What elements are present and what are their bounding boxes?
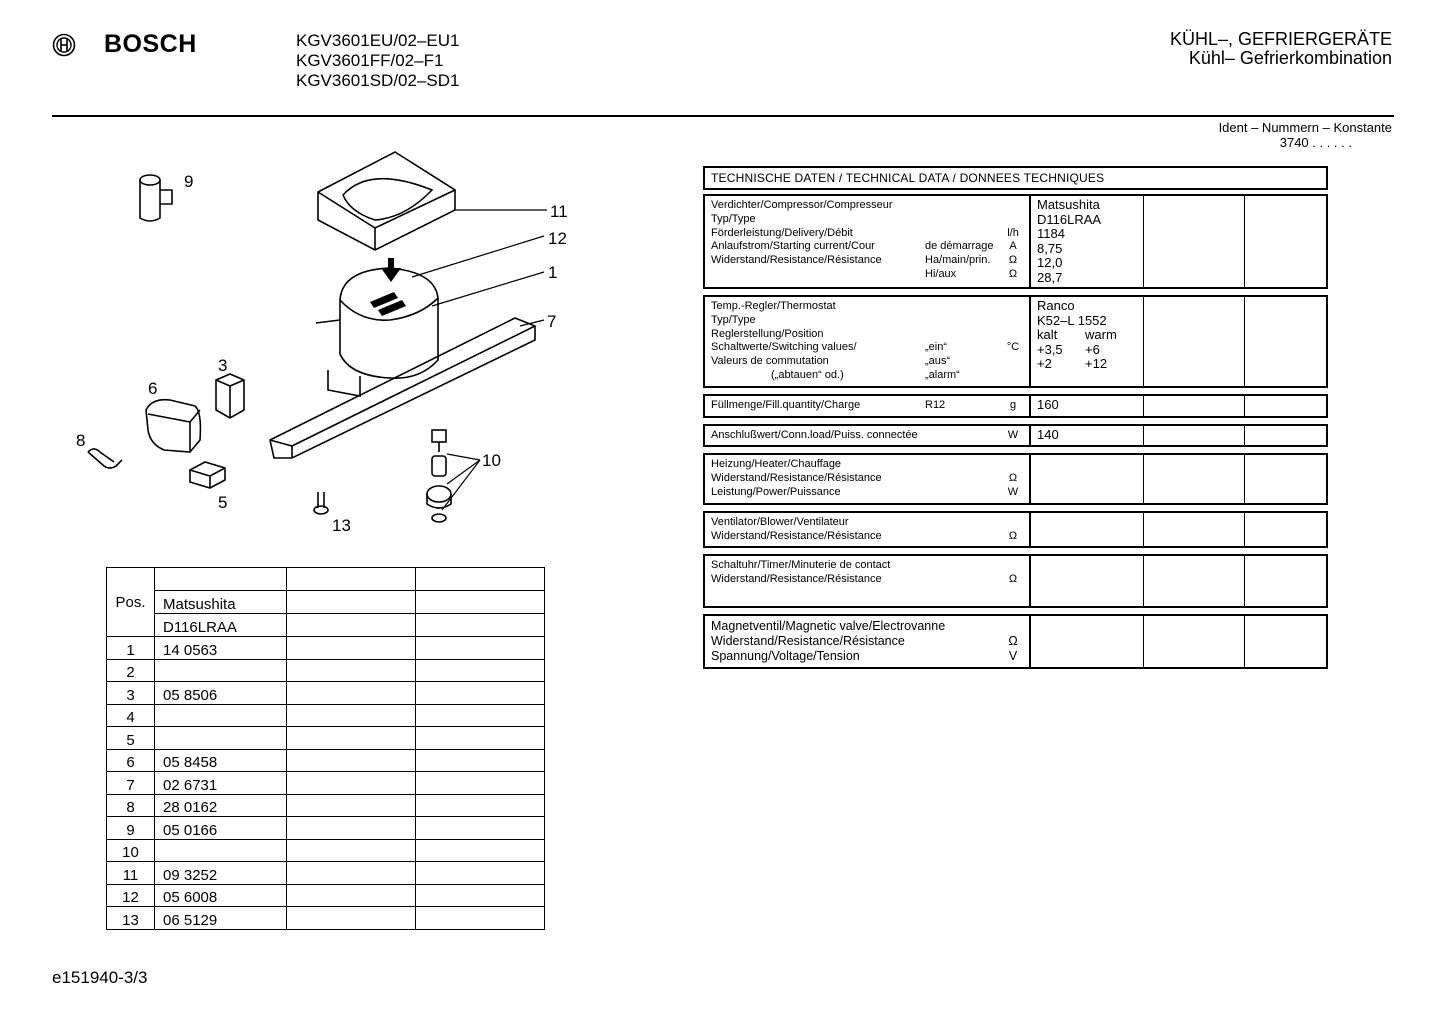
row-label: Schaltwerte/Switching values/	[711, 341, 857, 354]
empty-column	[1144, 297, 1245, 386]
empty-cell	[416, 794, 545, 817]
pos-header: Pos.	[107, 568, 155, 637]
header-cell: Matsushita	[155, 591, 287, 614]
row-unit: g	[1009, 398, 1017, 411]
row-mode: Hi/aux	[925, 267, 957, 280]
row-label: Anlaufstrom/Starting current/Cour	[711, 240, 875, 253]
empty-column	[1031, 556, 1144, 606]
compressor-values	[1031, 196, 1144, 287]
pos-cell: 5	[107, 727, 155, 750]
mounting-rail-part	[270, 318, 535, 458]
row-label: Anschlußwert/Conn.load/Puiss. connectée	[711, 428, 918, 441]
empty-cell	[287, 862, 416, 885]
ident-block	[1219, 120, 1392, 150]
empty-cell	[287, 794, 416, 817]
row-mode	[925, 227, 1003, 241]
exploded-parts-diagram	[60, 140, 580, 550]
empty-column	[1031, 455, 1144, 502]
empty-column	[1245, 426, 1326, 446]
empty-column	[1245, 556, 1326, 606]
row-unit: W	[1007, 428, 1019, 441]
table-row	[107, 682, 545, 705]
row-unit: l/h	[1007, 226, 1019, 239]
valve-labels	[705, 616, 1031, 667]
callout-1: 1	[548, 263, 558, 282]
row-label: („abtauen“ od.)	[771, 368, 844, 381]
table-row	[107, 862, 545, 885]
timer-labels	[705, 556, 1031, 606]
clip-part	[88, 449, 122, 468]
row-mode: „alarm“	[925, 368, 960, 381]
ident-label: Ident – Nummern – Konstante	[1218, 120, 1392, 135]
part-number-cell: 05 0166	[155, 817, 287, 840]
empty-cell	[287, 772, 416, 795]
part-number-cell: 02 6731	[155, 772, 287, 795]
model-number: KGV3601EU/02–EU1	[296, 31, 460, 50]
header-cell	[287, 614, 416, 637]
value: +12	[1085, 356, 1108, 371]
magnetic-valve-block	[703, 614, 1328, 669]
row-label: Typ/Type	[711, 212, 756, 225]
table-header-row	[107, 591, 545, 614]
row-mode	[925, 328, 1003, 342]
row-label: Förderleistung/Delivery/Débit	[711, 226, 853, 239]
value: K52–L 1552	[1037, 312, 1107, 328]
row-unit	[1003, 458, 1023, 472]
empty-column	[1245, 396, 1326, 416]
header-cell	[416, 614, 545, 637]
row-label: Widerstand/Resistance/Résistance	[711, 634, 905, 649]
empty-cell	[287, 907, 416, 930]
empty-cell	[287, 637, 416, 660]
callout-10: 9	[184, 172, 194, 191]
row-unit	[1003, 314, 1023, 328]
table-row	[107, 704, 545, 727]
pos-cell: 1	[107, 637, 155, 660]
empty-cell	[416, 659, 545, 682]
callout-11: 11	[550, 202, 568, 221]
table-row	[107, 884, 545, 907]
value: kalt	[1037, 327, 1058, 342]
technical-data-panel	[703, 166, 1328, 675]
empty-column	[1144, 513, 1245, 547]
load-labels	[705, 426, 1031, 446]
empty-column	[1144, 396, 1245, 416]
compressor-block	[703, 194, 1328, 289]
row-unit: Ω	[1008, 267, 1018, 280]
value: 1184	[1037, 226, 1065, 241]
row-unit	[1003, 213, 1023, 227]
document-id: e151940-3/3	[52, 968, 148, 987]
callout-5: 5	[218, 493, 228, 512]
row-mode	[925, 199, 1003, 213]
capacitor-part	[140, 175, 172, 221]
empty-cell	[416, 817, 545, 840]
table-header-row	[107, 568, 545, 591]
empty-cell	[287, 884, 416, 907]
row-unit: W	[1007, 485, 1019, 498]
row-unit: °C	[1006, 341, 1020, 354]
pos-cell: 8	[107, 794, 155, 817]
table-row	[107, 749, 545, 772]
empty-cell	[287, 839, 416, 862]
table-row	[107, 727, 545, 750]
empty-column	[1031, 513, 1144, 547]
value-pair	[1037, 357, 1137, 372]
thermostat-labels	[705, 297, 1031, 386]
charge-labels	[705, 396, 1031, 416]
thermostat-values	[1031, 297, 1144, 386]
empty-column	[1144, 616, 1245, 667]
title-line-2: Kühl– Gefrierkombination	[1188, 48, 1392, 68]
value: +2	[1037, 356, 1052, 371]
row-label: Ventilator/Blower/Ventilateur	[711, 515, 849, 528]
empty-column	[1245, 196, 1326, 287]
empty-cell	[287, 659, 416, 682]
row-label: Verdichter/Compressor/Compresseur	[711, 199, 893, 211]
row-label: Magnetventil/Magnetic valve/Electrovanne	[711, 619, 946, 634]
heater-labels	[705, 455, 1031, 502]
header-divider	[52, 115, 1394, 117]
callout-7: 8	[76, 431, 86, 450]
row-label: Temp.-Regler/Thermostat	[711, 300, 836, 312]
load-value: 140	[1031, 426, 1144, 446]
table-row	[107, 637, 545, 660]
header-cell	[287, 591, 416, 614]
table-row	[107, 839, 545, 862]
relay-part	[216, 374, 244, 418]
empty-column	[1144, 455, 1245, 502]
part-number-cell: 05 8506	[155, 682, 287, 705]
pos-cell: 4	[107, 704, 155, 727]
row-mode: „aus“	[925, 355, 951, 368]
pos-cell: 12	[107, 884, 155, 907]
technical-data-title: TECHNISCHE DATEN / TECHNICAL DATA / DONNEES TECHNIQUES	[703, 166, 1328, 190]
row-unit	[1003, 619, 1023, 634]
empty-cell	[287, 727, 416, 750]
row-unit	[1003, 369, 1023, 383]
model-list	[296, 31, 460, 91]
pos-cell: 10	[107, 839, 155, 862]
callout-13: 13	[332, 516, 351, 535]
part-number-cell: 06 5129	[155, 907, 287, 930]
empty-cell	[416, 727, 545, 750]
callout-6: 6	[148, 379, 158, 398]
empty-cell	[416, 884, 545, 907]
empty-cell	[416, 704, 545, 727]
table-row	[107, 794, 545, 817]
value: 12,0	[1037, 255, 1063, 270]
empty-column	[1245, 297, 1326, 386]
table-row	[107, 659, 545, 682]
callout-8: 7	[547, 312, 557, 331]
model-number: KGV3601SD/02–SD1	[296, 71, 460, 90]
value: 28,7	[1037, 269, 1063, 285]
value-pair	[1037, 343, 1137, 358]
compressor-labels	[705, 196, 1031, 287]
page-title	[1170, 30, 1392, 68]
parts-table	[106, 567, 545, 930]
part-number-cell: 05 8458	[155, 749, 287, 772]
compressor-cover-part	[318, 152, 455, 250]
fan-block	[703, 511, 1328, 549]
row-mode: de démarrage	[925, 240, 994, 253]
row-mode	[925, 314, 1003, 328]
empty-cell	[416, 682, 545, 705]
empty-column	[1245, 513, 1326, 547]
empty-column	[1245, 455, 1326, 502]
value: +3,5	[1037, 341, 1063, 357]
row-unit	[1003, 559, 1023, 573]
row-label: Reglerstellung/Position	[711, 327, 824, 340]
row-label: Schaltuhr/Timer/Minuterie de contact	[711, 559, 891, 572]
value: Ranco	[1037, 298, 1075, 313]
bosch-logo-icon	[52, 33, 76, 57]
value: warm	[1085, 327, 1117, 342]
part-number-cell: 09 3252	[155, 862, 287, 885]
part-number-cell	[155, 727, 287, 750]
table-row	[107, 772, 545, 795]
grommet-part	[427, 430, 451, 522]
header-cell	[416, 591, 545, 614]
protector-housing-part	[146, 400, 200, 452]
value: 8,75	[1037, 240, 1063, 256]
empty-cell	[416, 907, 545, 930]
part-number-cell: 14 0563	[155, 637, 287, 660]
callout-9: 10	[482, 451, 501, 470]
empty-column	[1245, 616, 1326, 667]
screw-part	[314, 492, 328, 514]
arrow-down-icon	[381, 258, 401, 282]
row-label: Leistung/Power/Puissance	[711, 485, 841, 498]
timer-block	[703, 554, 1328, 608]
refrigerant-charge-block	[703, 394, 1328, 418]
row-unit	[1003, 328, 1023, 342]
row-label: Spannung/Voltage/Tension	[711, 649, 860, 664]
title-line-1: KÜHL–, GEFRIERGERÄTE	[1169, 29, 1392, 49]
empty-column	[1031, 616, 1144, 667]
pos-cell: 3	[107, 682, 155, 705]
row-unit: Ω	[1008, 634, 1018, 649]
empty-cell	[416, 637, 545, 660]
empty-cell	[416, 862, 545, 885]
fan-labels	[705, 513, 1031, 547]
part-number-cell: 05 6008	[155, 884, 287, 907]
empty-cell	[416, 772, 545, 795]
row-unit: Ω	[1008, 472, 1018, 485]
pos-cell: 7	[107, 772, 155, 795]
header-cell	[287, 568, 416, 591]
thermostat-block	[703, 295, 1328, 388]
compressor-part	[316, 268, 438, 396]
empty-cell	[287, 749, 416, 772]
empty-cell	[287, 817, 416, 840]
row-unit: A	[1009, 240, 1017, 253]
row-label: Widerstand/Resistance/Résistance	[711, 472, 882, 485]
empty-cell	[287, 682, 416, 705]
table-row	[107, 817, 545, 840]
row-unit	[1003, 300, 1023, 314]
empty-column	[1144, 196, 1245, 287]
overload-part	[190, 462, 225, 488]
empty-cell	[416, 839, 545, 862]
header-cell	[416, 568, 545, 591]
row-label: Füllmenge/Fill.quantity/Charge	[711, 398, 861, 411]
row-unit	[1003, 199, 1023, 213]
table-row	[107, 907, 545, 930]
row-mode: Ha/main/prin.	[925, 254, 991, 267]
row-label	[711, 268, 925, 282]
pos-cell: 13	[107, 907, 155, 930]
callout-3: 3	[218, 356, 228, 375]
row-label: Widerstand/Resistance/Résistance	[711, 573, 882, 586]
row-label: Typ/Type	[711, 313, 756, 326]
header-cell: D116LRAA	[155, 614, 287, 637]
value: Matsushita	[1037, 197, 1100, 212]
value: +6	[1085, 341, 1100, 357]
row-label: Heizung/Heater/Chauffage	[711, 458, 842, 471]
value-pair	[1037, 328, 1137, 343]
row-mode	[925, 300, 1003, 314]
compressor-marking	[370, 292, 406, 316]
row-unit	[1003, 516, 1023, 530]
empty-cell	[287, 704, 416, 727]
row-unit: Ω	[1008, 573, 1018, 586]
table-header-row	[107, 614, 545, 637]
pos-cell: 9	[107, 817, 155, 840]
part-number-cell	[155, 704, 287, 727]
row-unit: V	[1008, 649, 1018, 664]
ident-value: 3740 . . . . . .	[1279, 135, 1352, 150]
part-number-cell	[155, 839, 287, 862]
row-label: Widerstand/Resistance/Résistance	[711, 529, 882, 542]
row-unit: Ω	[1008, 529, 1018, 542]
pos-cell: 11	[107, 862, 155, 885]
row-unit	[1003, 355, 1023, 369]
empty-cell	[416, 749, 545, 772]
heater-block	[703, 453, 1328, 504]
part-number-cell	[155, 659, 287, 682]
callout-12: 12	[548, 229, 567, 248]
row-mode: R12	[925, 398, 946, 411]
connected-load-block	[703, 424, 1328, 448]
charge-value: 160	[1031, 396, 1144, 416]
pos-cell: 2	[107, 659, 155, 682]
empty-column	[1144, 556, 1245, 606]
row-mode: „ein“	[925, 341, 948, 354]
model-number: KGV3601FF/02–F1	[296, 51, 444, 70]
row-label: Widerstand/Resistance/Résistance	[711, 254, 882, 267]
value: D116LRAA	[1037, 211, 1102, 227]
row-unit: Ω	[1008, 254, 1018, 267]
pos-cell: 6	[107, 749, 155, 772]
empty-column	[1144, 426, 1245, 446]
brand-name: BOSCH	[104, 30, 197, 58]
row-label: Valeurs de commutation	[711, 355, 829, 368]
part-number-cell: 28 0162	[155, 794, 287, 817]
row-mode	[925, 213, 1003, 227]
header-cell	[155, 568, 287, 591]
